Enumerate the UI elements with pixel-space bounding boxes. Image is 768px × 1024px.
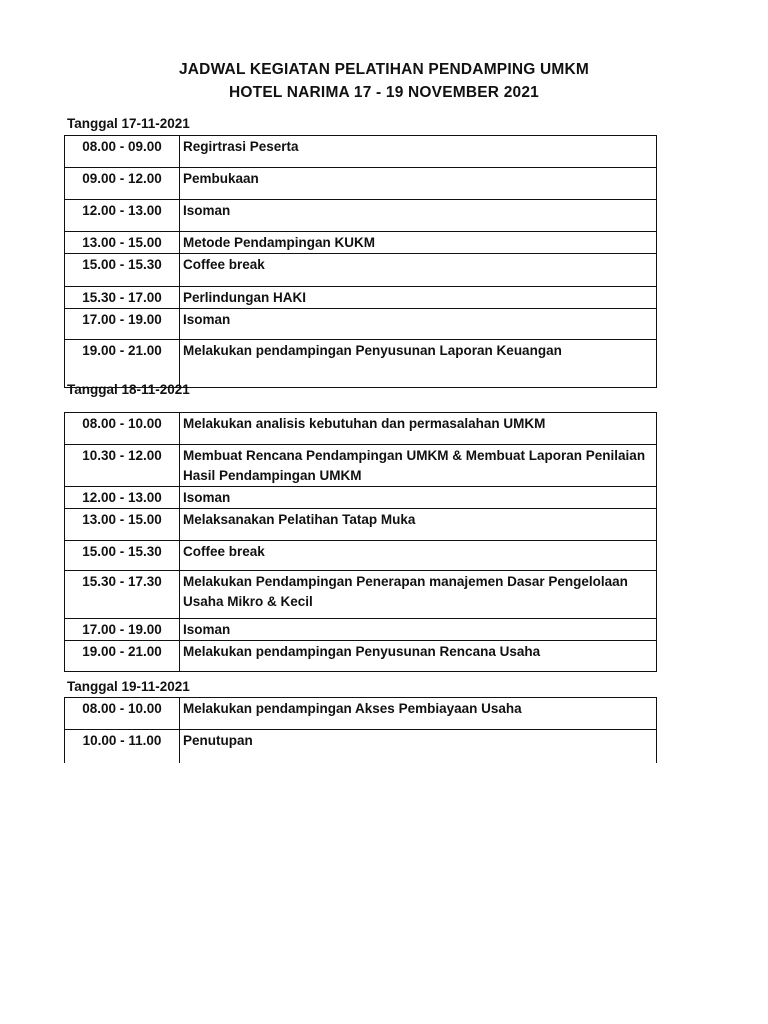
time-cell: 19.00 - 21.00	[65, 641, 180, 672]
activity-cell: Coffee break	[180, 541, 657, 571]
time-cell: 19.00 - 21.00	[65, 340, 180, 388]
activity-cell: Metode Pendampingan KUKM	[180, 232, 657, 254]
activity-cell: Penutupan	[180, 730, 657, 763]
time-cell: 08.00 - 10.00	[65, 698, 180, 730]
table-row	[65, 168, 657, 200]
time-cell: 10.00 - 11.00	[65, 730, 180, 763]
time-cell: 12.00 - 13.00	[65, 200, 180, 232]
activity-cell: Regirtrasi Peserta	[180, 136, 657, 168]
time-cell: 15.00 - 15.30	[65, 541, 180, 571]
activity-cell: Melakukan Pendampingan Penerapan manajemen Dasar Pengelolaan Usaha Mikro & Kecil	[180, 571, 657, 619]
activity-cell: Pembukaan	[180, 168, 657, 200]
activity-cell: Isoman	[180, 487, 657, 509]
activity-cell: Isoman	[180, 200, 657, 232]
table-row	[65, 287, 657, 309]
time-cell: 17.00 - 19.00	[65, 619, 180, 641]
activity-cell: Membuat Rencana Pendampingan UMKM & Membuat Laporan Penilaian Hasil Pendampingan UMKM	[180, 445, 657, 487]
activity-cell: Melaksanakan Pelatihan Tatap Muka	[180, 509, 657, 541]
table-row	[65, 641, 657, 672]
time-cell: 08.00 - 10.00	[65, 413, 180, 445]
document-subtitle: HOTEL NARIMA 17 - 19 NOVEMBER 2021	[229, 84, 539, 101]
document-title: JADWAL KEGIATAN PELATIHAN PENDAMPING UMKM	[178, 61, 590, 78]
schedule-table-day-1	[64, 135, 657, 388]
table-row	[65, 200, 657, 232]
table-row	[65, 541, 657, 571]
table-row	[65, 136, 657, 168]
table-row	[65, 487, 657, 509]
table-row	[65, 413, 657, 445]
activity-cell: Isoman	[180, 309, 657, 340]
table-row	[65, 340, 657, 388]
time-cell: 15.30 - 17.30	[65, 571, 180, 619]
time-cell: 08.00 - 09.00	[65, 136, 180, 168]
day-label: Tanggal 18-11-2021	[67, 382, 190, 397]
time-cell: 17.00 - 19.00	[65, 309, 180, 340]
table-row	[65, 309, 657, 340]
table-row	[65, 730, 657, 763]
time-cell: 09.00 - 12.00	[65, 168, 180, 200]
table-row	[65, 445, 657, 487]
activity-cell: Isoman	[180, 619, 657, 641]
table-row	[65, 254, 657, 287]
table-row	[65, 619, 657, 641]
schedule-table-day-2	[64, 412, 657, 672]
activity-cell: Melakukan analisis kebutuhan dan permasalahan UMKM	[180, 413, 657, 445]
time-cell: 13.00 - 15.00	[65, 509, 180, 541]
table-row	[65, 509, 657, 541]
day-label: Tanggal 17-11-2021	[67, 116, 190, 131]
schedule-table-day-3	[64, 697, 657, 763]
activity-cell: Melakukan pendampingan Penyusunan Laporan Keuangan	[180, 340, 657, 388]
activity-cell: Melakukan pendampingan Akses Pembiayaan Usaha	[180, 698, 657, 730]
time-cell: 12.00 - 13.00	[65, 487, 180, 509]
activity-cell: Perlindungan HAKI	[180, 287, 657, 309]
table-row	[65, 698, 657, 730]
activity-cell: Melakukan pendampingan Penyusunan Rencana Usaha	[180, 641, 657, 672]
time-cell: 15.30 - 17.00	[65, 287, 180, 309]
table-row	[65, 571, 657, 619]
time-cell: 10.30 - 12.00	[65, 445, 180, 487]
activity-cell: Coffee break	[180, 254, 657, 287]
day-label: Tanggal 19-11-2021	[67, 679, 190, 694]
table-row	[65, 232, 657, 254]
time-cell: 13.00 - 15.00	[65, 232, 180, 254]
time-cell: 15.00 - 15.30	[65, 254, 180, 287]
